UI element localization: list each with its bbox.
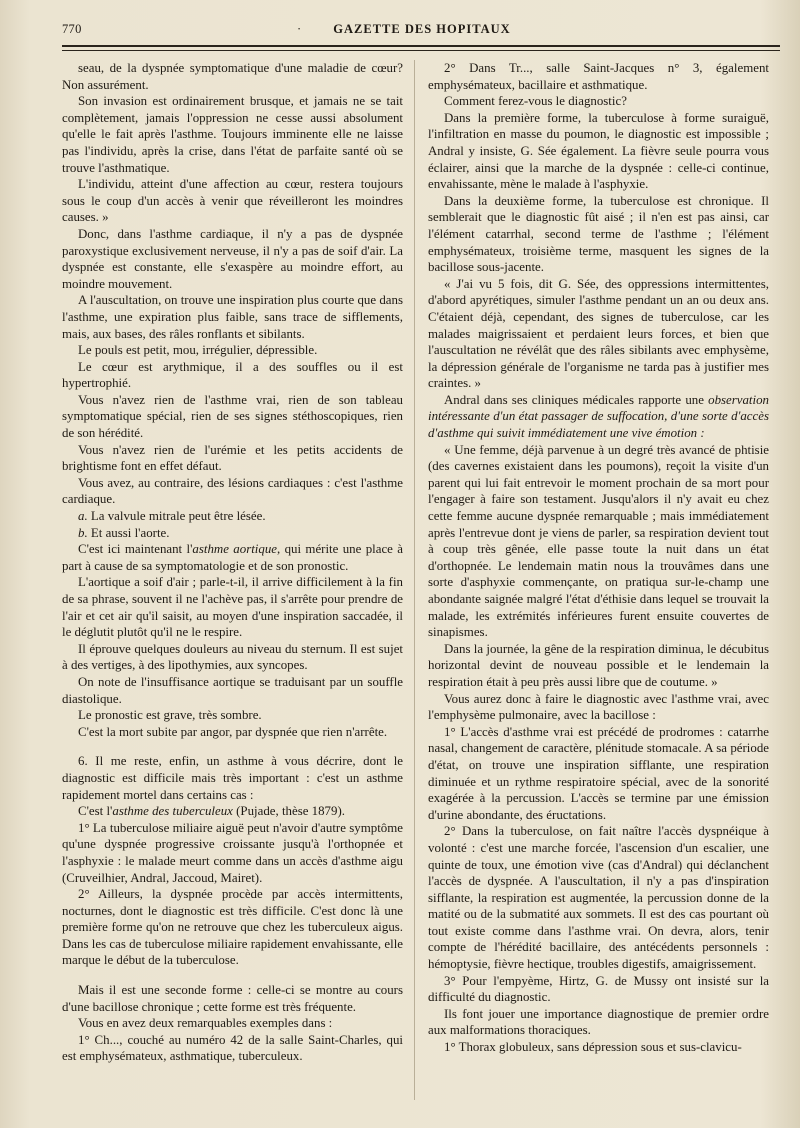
page-number: 770 bbox=[62, 22, 82, 36]
paragraph bbox=[62, 342, 403, 359]
paragraph-text: Dans la première forme, la tuberculose à forme suraiguë, l'infiltration en masse du poumon, le diagnostic est impossible ; Andral y insiste, G. Sée également. La fièvre seule pourra vous éclairer, ainsi que la marche de la dyspnée : celle-ci continue, envahissante, mène le malade à l'asphyxie. bbox=[428, 110, 769, 192]
paragraph bbox=[428, 691, 769, 724]
italic-text: observation intéressante d'un état passager de suffocation, d'une sorte d'accès d'asthme qui suivit immédiatement une vive émotion : bbox=[428, 392, 769, 441]
paragraph-text: Vous aurez donc à faire le diagnostic avec l'asthme vrai, avec l'emphysème pulmonaire, avec la bacillose : bbox=[428, 691, 769, 723]
right-column bbox=[428, 60, 769, 1056]
paragraph bbox=[428, 823, 769, 972]
paragraph bbox=[62, 886, 403, 969]
paragraph bbox=[62, 724, 403, 741]
paragraph-text: Vous n'avez rien de l'urémie et les petits accidents de brightisme font en effet défaut. bbox=[62, 442, 403, 474]
paragraph bbox=[428, 1006, 769, 1039]
paragraph-text: 1° L'accès d'asthme vrai est précédé de prodromes : catarrhe nasal, changement de caractère, plénitude stomacale. A sa période d'état, on trouve une inspiration sifflante, une respiration diminuée et un rythme respiratoire spécial, avec de la sonorité exagérée à la percussion. L'accès se termine par une émission d'urine abondante, des éructations. bbox=[428, 724, 769, 822]
paragraph-text: Andral dans ses cliniques médicales rapporte une bbox=[444, 392, 709, 407]
paragraph-text: Et aussi l'aorte. bbox=[87, 525, 170, 540]
paragraph bbox=[428, 1039, 769, 1056]
italic-text: asthme des tuberculeux bbox=[112, 804, 233, 819]
paragraph-text: 2° Dans Tr..., salle Saint-Jacques n° 3, également emphysémateux, bacillaire et asthmatique. bbox=[428, 61, 769, 92]
paragraph-text: « J'ai vu 5 fois, dit G. Sée, des oppressions intermittentes, d'abord apyrétiques, simuler l'asthme pendant un an ou deux ans. C'étaient déjà, cependant, des signes de tuberculose, car les malades maigrissaient et perdaient leurs forces, et bien que l'auscultation ne révélât que des râles sibilants avec emphysème, la dépression générale de l'organisme ne tarda pas à justifier mes craintes. » bbox=[428, 276, 769, 391]
paragraph bbox=[62, 226, 403, 292]
paragraph bbox=[428, 93, 769, 110]
paragraph bbox=[62, 820, 403, 886]
paragraph bbox=[428, 276, 769, 392]
paragraph bbox=[62, 1015, 403, 1032]
paragraph bbox=[428, 60, 769, 93]
paragraph bbox=[428, 392, 769, 442]
paragraph bbox=[62, 292, 403, 342]
paragraph-text: Dans la journée, la gêne de la respiration diminua, le décubitus horizontal devint de nouveau possible et le lendemain la respiration était à peu près aussi libre que de coutume. » bbox=[428, 641, 769, 689]
italic-text: b. bbox=[78, 525, 88, 540]
paragraph-text: A l'auscultation, on trouve une inspiration plus courte que dans l'asthme, une expiration plus faible, sans trace de sifflements, mais, aux bases, des râles ronflants et sibilants. bbox=[62, 293, 403, 341]
paragraph-text: Dans la deuxième forme, la tuberculose est chronique. Il semblerait que le diagnostic fût aisé ; il n'en est pas ainsi, car l'élément catarrhal, second terme de l'asthme ; l'élément emphysémateux, troisième terme, masquent les signes de la bacillose sous-jacente. bbox=[428, 193, 769, 275]
paragraph-text: On note de l'insuffisance aortique se traduisant par un souffle diastolique. bbox=[62, 674, 403, 706]
column-divider bbox=[414, 60, 415, 1100]
paragraph-text: Le pouls est petit, mou, irrégulier, dépressible. bbox=[78, 343, 318, 358]
paragraph-text: 3° Pour l'empyème, Hirtz, G. de Mussy ont insisté sur la difficulté du diagnostic. bbox=[428, 973, 769, 1005]
paragraph bbox=[62, 707, 403, 724]
paragraph bbox=[62, 641, 403, 674]
paragraph-text: La valvule mitrale peut être lésée. bbox=[87, 509, 266, 524]
paragraph-text: Vous en avez deux remarquables exemples dans : bbox=[78, 1016, 333, 1031]
paragraph-text: 6. Il me reste, enfin, un asthme à vous décrire, dont le diagnostic est difficile mais très important : c'est un asthme rapidement mortel dans certains cas : bbox=[62, 754, 403, 802]
paragraph-text: C'est l' bbox=[78, 804, 113, 819]
paragraph-text: Le pronostic est grave, très sombre. bbox=[78, 708, 262, 723]
paragraph bbox=[428, 110, 769, 193]
paragraph-text: Vous avez, au contraire, des lésions cardiaques : c'est l'asthme cardiaque. bbox=[62, 475, 403, 507]
paragraph-text: Ils font jouer une importance diagnostique de premier ordre aux malformations thoraciques. bbox=[428, 1006, 769, 1038]
paragraph bbox=[62, 1032, 403, 1065]
paragraph-text: seau, de la dyspnée symptomatique d'une maladie de cœur? Non assurément. bbox=[62, 61, 403, 92]
paragraph-text: 2° Ailleurs, la dyspnée procède par accès intermittents, nocturnes, dont le diagnostic est très difficile. C'est donc là une première forme qu'on ne retrouve que chez les tuberculeux aigus. Dans les cas de tuberculose miliaire rapidement envahissante, elle marque le début de la tuberculose. bbox=[62, 887, 403, 968]
left-column bbox=[62, 60, 403, 1065]
paragraph-text: L'individu, atteint d'une affection au cœur, restera toujours sous le coup d'un accès à venir que réveilleront les moindres causes. » bbox=[62, 177, 403, 225]
paragraph bbox=[62, 392, 403, 442]
paragraph bbox=[62, 60, 403, 93]
paragraph-text: « Une femme, déjà parvenue à un degré très avancé de phtisie (des cavernes existaient dans les poumons), reçoit la visite d'un parent qui lui fait entrevoir le moment prochain de sa mort pour l'engager à faire son testament. Jusqu'alors il n'y avait eu chez cette femme aucune dyspnée remarquable ; mais immédiatement après l'entrevue dont je viens de parler, sa respiration devient tout à coup très gênée, elle passe toute la nuit dans un état d'orthopnée. Le lendemain matin nous la trouvâmes dans une sorte d'asphyxie commençante, on pratiqua sur-le-champ une abondante saignée malgré l'état d'éthisie dans lequel se trouvait la malade, les extrémités inférieures furent ensuite couvertes de sinapismes. bbox=[428, 442, 769, 640]
paragraph bbox=[62, 541, 403, 574]
paragraph bbox=[428, 724, 769, 824]
page-header bbox=[62, 22, 782, 42]
paragraph-text: L'aortique a soif d'air ; parle-t-il, il arrive difficilement à la fin de sa phrase, souvent il ne l'achève pas, il s'arrête pour prendre de l'air et cet air qu'il saisit, au moyen d'une inspiration saccadée, il le déglutit plutôt qu'il ne le respire. bbox=[62, 575, 403, 640]
paragraph-text: 1° Ch..., couché au numéro 42 de la salle Saint-Charles, qui est emphysémateux, asthmatique, tuberculeux. bbox=[62, 1032, 403, 1064]
paragraph-text: Vous n'avez rien de l'asthme vrai, rien de son tableau symptomatique spécial, rien de ses signes stéthoscopiques, rien de son hérédité. bbox=[62, 392, 403, 441]
paragraph bbox=[428, 641, 769, 691]
paragraph bbox=[62, 525, 403, 542]
paragraph bbox=[62, 982, 403, 1015]
paragraph-text: C'est la mort subite par angor, par dyspnée que rien n'arrête. bbox=[78, 724, 388, 739]
header-separator: · bbox=[297, 22, 302, 36]
paragraph-text: Comment ferez-vous le diagnostic? bbox=[444, 94, 627, 109]
paragraph bbox=[62, 176, 403, 226]
paragraph bbox=[62, 359, 403, 392]
header-rule-thin bbox=[62, 50, 780, 51]
italic-text: asthme aortique bbox=[192, 542, 277, 557]
paragraph-text: , qui mérite une place à part à cause de sa symptomatologie et de son pronostic. bbox=[62, 542, 403, 573]
paragraph bbox=[428, 442, 769, 641]
italic-text: a. bbox=[78, 509, 88, 524]
header-rule-thick bbox=[62, 45, 780, 47]
paragraph-text: C'est ici maintenant l' bbox=[78, 542, 193, 557]
paragraph-text: Il éprouve quelques douleurs au niveau du sternum. Il est sujet à des vertiges, à des lipothymies, aux syncopes. bbox=[62, 641, 403, 673]
paragraph-text: Mais il est une seconde forme : celle-ci se montre au cours d'une bacillose chronique ; cette forme est très fréquente. bbox=[62, 983, 403, 1014]
paragraph bbox=[62, 508, 403, 525]
paragraph bbox=[62, 574, 403, 640]
paragraph bbox=[62, 442, 403, 475]
journal-title: GAZETTE DES HOPITAUX bbox=[333, 22, 511, 36]
paragraph bbox=[62, 475, 403, 508]
paragraph bbox=[62, 93, 403, 176]
paragraph bbox=[62, 803, 403, 820]
paragraph bbox=[62, 753, 403, 803]
paragraph-text: 1° La tuberculose miliaire aiguë peut n'avoir d'autre symptôme qu'une dyspnée progressive croissante jusqu'à l'orthopnée et l'asphyxie : le malade meurt comme dans un accès d'asthme aigu (Cruveilhier, Andral, Jaccoud, Mairet). bbox=[62, 820, 403, 885]
paragraph-text: (Pujade, thèse 1879). bbox=[232, 804, 345, 819]
paragraph bbox=[62, 674, 403, 707]
paragraph bbox=[428, 973, 769, 1006]
paragraph-text: Donc, dans l'asthme cardiaque, il n'y a pas de dyspnée paroxystique exclusivement nerveuse, il n'y a pas de soif d'air. La dyspnée est constante, elle s'exaspère au moindre effort, au moindre mouvement. bbox=[62, 226, 403, 291]
paragraph-text: 1° Thorax globuleux, sans dépression sous et sus-clavicu- bbox=[444, 1040, 742, 1055]
paragraph-text: 2° Dans la tuberculose, on fait naître l'accès dyspnéique à volonté : c'est une marche forcée, l'ascension d'un escalier, une quinte de toux, une émotion vive (cas d'Andral) qui déclanchent l'accès de dyspnée. A l'auscultation, il n'y a pas d'inspiration sifflante, la respiration est augmentée, la percussion donne de la matité ou de la submatité aux sommets. Il est des cas pourtant où tout existe comme dans l'asthme vrai. On devra, alors, tenir compte de l'hérédité bacillaire, des antécédents personnels : hémoptysie, fièvre hectique, troubles digestifs, amaigrissement. bbox=[428, 824, 769, 972]
paragraph-text: Le cœur est arythmique, il a des souffles ou il est hypertrophié. bbox=[62, 359, 403, 391]
paragraph bbox=[428, 193, 769, 276]
paragraph-text: Son invasion est ordinairement brusque, et jamais ne se tait complètement, jamais l'oppression ne cesse aussi absolument qu'elle le fait après l'asthme. Toujours imminente elle ne laisse pas l'individu, après la crise, dans l'état de parfaite santé où se trouve l'asthmatique. bbox=[62, 94, 403, 175]
